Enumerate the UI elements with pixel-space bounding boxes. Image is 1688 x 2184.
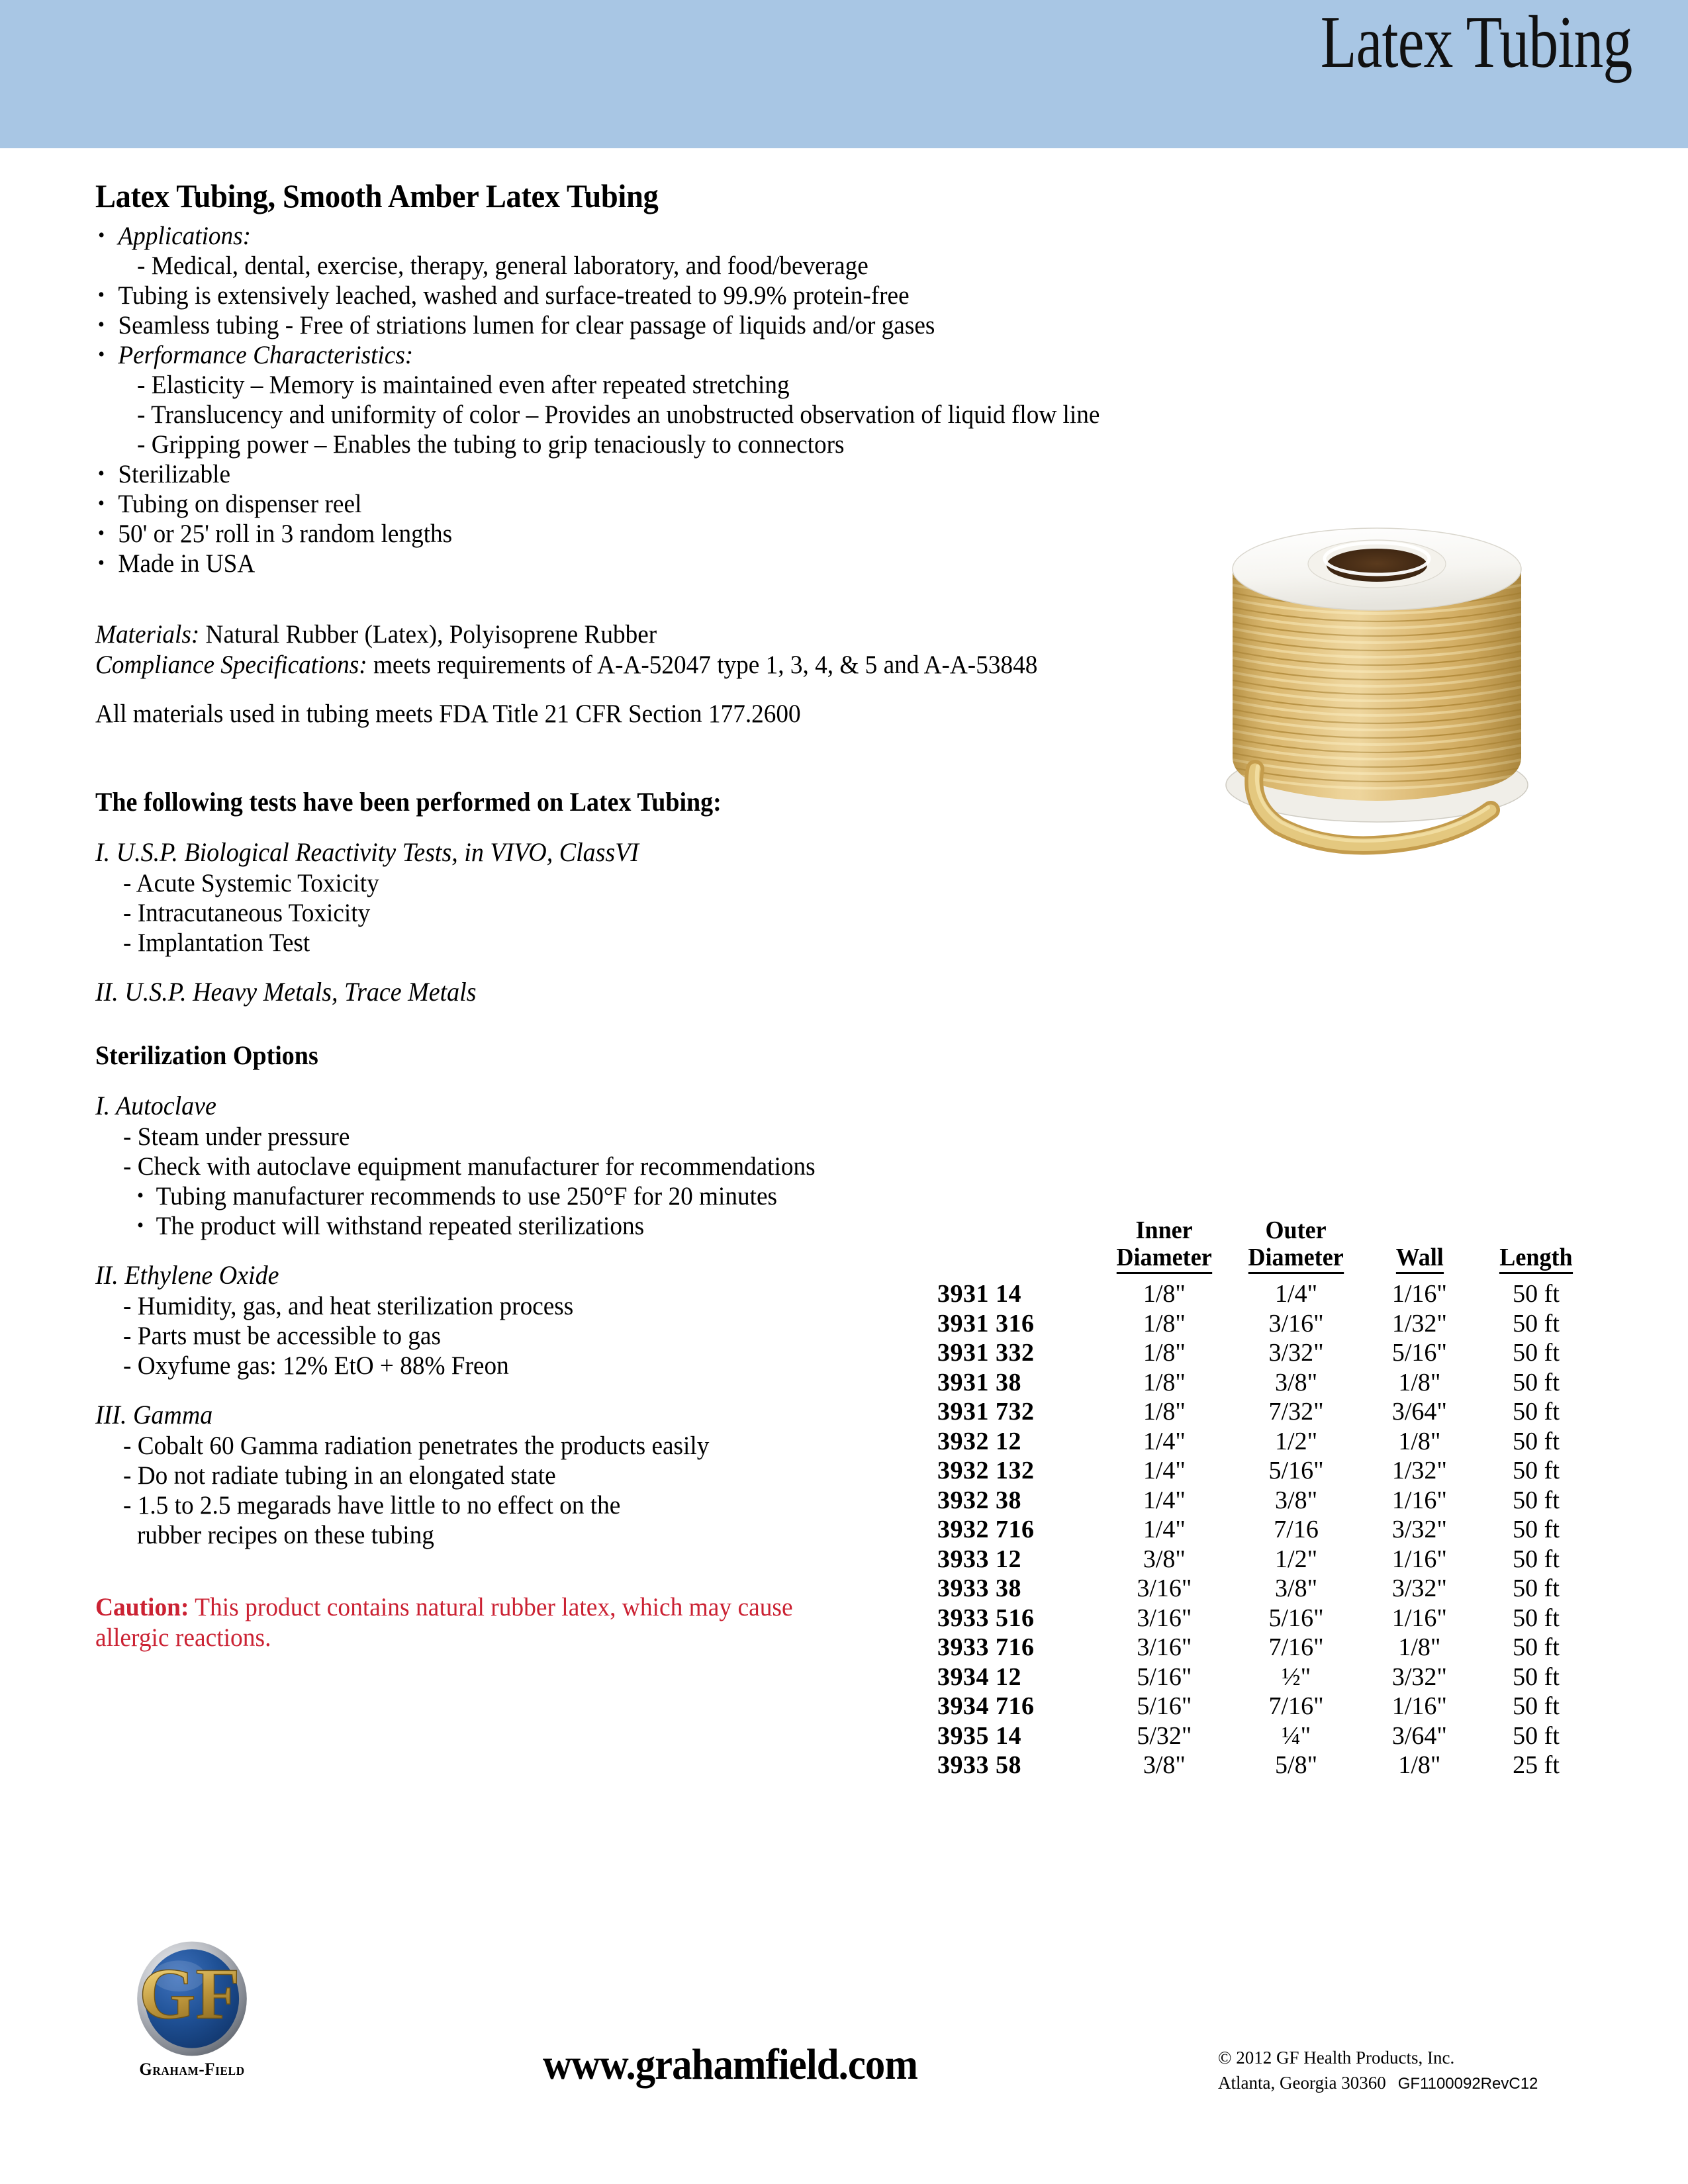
cell-sku: 3933 58 (937, 1751, 1021, 1779)
cell-outer-diameter: 3/32" (1268, 1339, 1324, 1367)
table-header-row (933, 1217, 1595, 1279)
list-item: - Do not radiate tubing in an elongated state (123, 1461, 556, 1490)
cell-wall: 3/32" (1391, 1662, 1447, 1691)
list-item: • 50' or 25' roll in 3 random lengths (95, 519, 1208, 549)
list-item: - Gripping power – Enables the tubing to grip tenaciously to connectors (137, 430, 845, 459)
cell-sku: 3931 14 (937, 1280, 1021, 1308)
sterilization-heading: Sterilization Options (95, 1040, 318, 1070)
sterilization-group-title: I. Autoclave (95, 1091, 216, 1120)
list-item: - Elasticity – Memory is maintained even after repeated stretching (137, 371, 790, 399)
compliance-value: meets requirements of A-A-52047 type 1, 3, 4, & 5 and A-A-53848 (367, 651, 1038, 679)
column-header-line2: Diameter (1117, 1244, 1212, 1274)
caution-label: Caution: (95, 1593, 189, 1621)
fda-note: All materials used in tubing meets FDA Title 21 CFR Section 177.2600 (95, 700, 801, 728)
cell-wall: 1/16" (1391, 1486, 1447, 1514)
caution-notice (95, 1592, 845, 1653)
cell-sku: 3931 332 (937, 1339, 1035, 1367)
cell-length: 50 ft (1513, 1574, 1560, 1602)
cell-outer-diameter: ¼" (1282, 1721, 1311, 1750)
page-header-title: Latex Tubing (1321, 1, 1632, 83)
cell-wall: 1/8" (1398, 1633, 1441, 1661)
cell-wall: 5/16" (1391, 1339, 1447, 1367)
list-item: • Tubing manufacturer recommends to use 250°F for 20 minutes (95, 1181, 1208, 1211)
materials-line (95, 619, 1208, 650)
cell-wall: 3/64" (1391, 1721, 1447, 1750)
table-row (933, 1751, 1595, 1780)
cell-inner-diameter: 3/16" (1137, 1633, 1192, 1661)
cell-wall: 1/32" (1391, 1457, 1447, 1484)
cell-inner-diameter: 1/4" (1143, 1457, 1186, 1484)
cell-inner-diameter: 3/16" (1137, 1604, 1192, 1632)
list-item: - Oxyfume gas: 12% EtO + 88% Freon (123, 1351, 509, 1380)
cell-length: 50 ft (1513, 1309, 1560, 1338)
cell-outer-diameter: 1/2" (1275, 1427, 1318, 1455)
cell-length: 50 ft (1513, 1280, 1560, 1308)
cell-sku: 3932 38 (937, 1486, 1021, 1514)
cell-inner-diameter: 1/8" (1143, 1339, 1186, 1367)
cell-length: 25 ft (1513, 1751, 1560, 1779)
table-row (933, 1397, 1595, 1427)
cell-length: 50 ft (1513, 1516, 1560, 1543)
cell-inner-diameter: 3/16" (1137, 1574, 1192, 1602)
table-row (933, 1486, 1595, 1516)
list-item: • The product will withstand repeated sterilizations (95, 1211, 1208, 1241)
table-row (933, 1662, 1595, 1692)
cell-length: 50 ft (1513, 1398, 1560, 1426)
gf-oval-logo-icon (132, 1939, 252, 2058)
list-item: • Seamless tubing - Free of striations lumen for clear passage of liquids and/or gases (95, 310, 1208, 340)
cell-length: 50 ft (1513, 1427, 1560, 1455)
cell-sku: 3931 38 (937, 1368, 1021, 1396)
cell-outer-diameter: 1/4" (1275, 1280, 1318, 1308)
copyright-line: © 2012 GF Health Products, Inc. (1218, 2048, 1455, 2068)
specifications-table (933, 1217, 1595, 1780)
svg-text:GF: GF (139, 1953, 240, 2034)
cell-outer-diameter: 3/8" (1275, 1486, 1318, 1514)
page-header-band (0, 0, 1688, 148)
table-row (933, 1721, 1595, 1751)
cell-sku: 3932 132 (937, 1457, 1035, 1484)
cell-sku: 3933 516 (937, 1604, 1035, 1632)
cell-inner-diameter: 5/32" (1137, 1721, 1192, 1750)
website-url[interactable]: www.grahamfield.com (543, 2040, 918, 2089)
cell-sku: 3935 14 (937, 1721, 1021, 1750)
materials-label: Materials: (95, 620, 200, 649)
list-item: - Translucency and uniformity of color – Provides an unobstructed observation of liquid flow line (137, 400, 1100, 429)
cell-wall: 1/16" (1391, 1604, 1447, 1632)
column-header-line2: Length (1499, 1244, 1572, 1274)
cell-wall: 3/32" (1391, 1516, 1447, 1543)
table-row (933, 1545, 1595, 1574)
list-item: - Medical, dental, exercise, therapy, general laboratory, and food/beverage (137, 251, 868, 280)
cell-sku: 3931 732 (937, 1398, 1035, 1426)
copyright-city: Atlanta, Georgia 30360 (1218, 2073, 1386, 2093)
column-header-length (1480, 1217, 1593, 1279)
cell-inner-diameter: 5/16" (1137, 1662, 1192, 1691)
column-header-outer-diameter (1233, 1217, 1358, 1279)
column-header-wall (1365, 1217, 1474, 1279)
table-row (933, 1368, 1595, 1398)
list-item: - Intracutaneous Toxicity (123, 899, 371, 927)
cell-sku: 3933 38 (937, 1574, 1021, 1602)
list-item: • Tubing on dispenser reel (95, 489, 1208, 519)
cell-wall: 1/16" (1391, 1692, 1447, 1720)
cell-length: 50 ft (1513, 1545, 1560, 1573)
table-row (933, 1338, 1595, 1368)
cell-wall: 3/32" (1391, 1574, 1447, 1602)
cell-sku: 3933 716 (937, 1633, 1035, 1661)
cell-outer-diameter: 5/16" (1268, 1457, 1324, 1484)
cell-length: 50 ft (1513, 1339, 1560, 1367)
cell-length: 50 ft (1513, 1721, 1560, 1750)
product-photo-latex-tubing-spool (1192, 479, 1562, 863)
cell-sku: 3932 12 (937, 1427, 1021, 1455)
list-item: - Steam under pressure (123, 1122, 350, 1151)
cell-outer-diameter: 7/16 (1274, 1516, 1319, 1543)
list-item: - Check with autoclave equipment manufacturer for recommendations (123, 1152, 816, 1181)
table-row (933, 1574, 1595, 1604)
cell-inner-diameter: 5/16" (1137, 1692, 1192, 1720)
column-header-line1: Inner (1135, 1216, 1194, 1244)
compliance-label: Compliance Specifications: (95, 651, 367, 679)
list-item: • Performance Characteristics: (95, 340, 1208, 370)
tests-heading: The following tests have been performed on Latex Tubing: (95, 787, 722, 817)
cell-sku: 3934 12 (937, 1662, 1021, 1691)
cell-outer-diameter: ½" (1282, 1662, 1311, 1691)
cell-wall: 1/8" (1398, 1368, 1441, 1396)
cell-sku: 3931 316 (937, 1309, 1035, 1338)
copyright-block (1218, 2045, 1538, 2097)
cell-outer-diameter: 7/32" (1268, 1398, 1324, 1426)
graham-field-logo (119, 1939, 265, 2079)
cell-outer-diameter: 3/8" (1275, 1574, 1318, 1602)
cell-length: 50 ft (1513, 1662, 1560, 1691)
list-item: - Parts must be accessible to gas (123, 1322, 441, 1350)
list-item: • Sterilizable (95, 459, 1208, 489)
list-item: - Cobalt 60 Gamma radiation penetrates the products easily (123, 1432, 710, 1460)
cell-inner-diameter: 1/4" (1143, 1427, 1186, 1455)
cell-outer-diameter: 7/16" (1268, 1692, 1324, 1720)
compliance-line (95, 650, 1208, 680)
column-header-inner-diameter (1102, 1217, 1227, 1279)
cell-outer-diameter: 1/2" (1275, 1545, 1318, 1573)
table-body (933, 1279, 1595, 1780)
list-item: - Humidity, gas, and heat sterilization process (123, 1292, 574, 1320)
table-row (933, 1456, 1595, 1486)
cell-outer-diameter: 5/8" (1275, 1751, 1318, 1779)
product-feature-list (95, 221, 1260, 578)
cell-wall: 1/32" (1391, 1309, 1447, 1338)
list-item: - Acute Systemic Toxicity (123, 869, 379, 897)
cell-outer-diameter: 3/16" (1268, 1309, 1324, 1338)
column-header-sku (937, 1217, 1094, 1279)
cell-wall: 1/8" (1398, 1427, 1441, 1455)
list-item: • Tubing is extensively leached, washed and surface-treated to 99.9% protein-free (95, 281, 1208, 310)
page-footer (0, 1780, 1688, 2093)
cell-inner-diameter: 1/4" (1143, 1486, 1186, 1514)
cell-wall: 3/64" (1391, 1398, 1447, 1426)
document-code: GF1100092RevC12 (1397, 2075, 1538, 2093)
copyright-address-line (1218, 2070, 1538, 2097)
cell-sku: 3933 12 (937, 1545, 1021, 1573)
sterilization-group-title: II. Ethylene Oxide (95, 1260, 279, 1290)
table-row (933, 1309, 1595, 1339)
table-row (933, 1427, 1595, 1457)
cell-length: 50 ft (1513, 1692, 1560, 1720)
sterilization-group-title: III. Gamma (95, 1400, 213, 1430)
list-item: • Applications: (95, 221, 1208, 251)
product-title: Latex Tubing, Smooth Amber Latex Tubing (95, 177, 659, 214)
list-item: - Implantation Test (123, 929, 310, 957)
list-item: • Made in USA (95, 549, 1208, 578)
tests-section-1-title: I. U.S.P. Biological Reactivity Tests, in VIVO, ClassVI (95, 837, 639, 867)
column-header-line2: Diameter (1248, 1244, 1344, 1274)
tests-section-2-title: II. U.S.P. Heavy Metals, Trace Metals (95, 977, 477, 1007)
column-header-line1: Outer (1265, 1216, 1327, 1244)
cell-length: 50 ft (1513, 1633, 1560, 1661)
cell-outer-diameter: 5/16" (1268, 1604, 1324, 1632)
table-row (933, 1515, 1595, 1545)
cell-wall: 1/16" (1391, 1280, 1447, 1308)
caution-text: This product contains natural rubber latex, which may cause allergic reactions. (95, 1593, 793, 1652)
cell-length: 50 ft (1513, 1486, 1560, 1514)
column-header-line2: Wall (1395, 1244, 1443, 1274)
cell-inner-diameter: 1/4" (1143, 1516, 1186, 1543)
cell-outer-diameter: 7/16" (1268, 1633, 1324, 1661)
list-item: rubber recipes on these tubing (137, 1521, 434, 1549)
table-row (933, 1604, 1595, 1633)
cell-inner-diameter: 1/8" (1143, 1398, 1186, 1426)
graham-field-wordmark: Graham-Field (139, 2060, 245, 2079)
cell-outer-diameter: 3/8" (1275, 1368, 1318, 1396)
cell-inner-diameter: 3/8" (1143, 1751, 1186, 1779)
cell-wall: 1/16" (1391, 1545, 1447, 1573)
cell-inner-diameter: 1/8" (1143, 1280, 1186, 1308)
cell-length: 50 ft (1513, 1368, 1560, 1396)
table-row (933, 1279, 1595, 1309)
list-item: - 1.5 to 2.5 megarads have little to no effect on the (123, 1491, 621, 1520)
table-row (933, 1633, 1595, 1662)
cell-inner-diameter: 1/8" (1143, 1309, 1186, 1338)
cell-length: 50 ft (1513, 1604, 1560, 1632)
cell-wall: 1/8" (1398, 1751, 1441, 1779)
cell-length: 50 ft (1513, 1457, 1560, 1484)
cell-sku: 3934 716 (937, 1692, 1035, 1720)
table-row (933, 1692, 1595, 1721)
cell-inner-diameter: 3/8" (1143, 1545, 1186, 1573)
cell-inner-diameter: 1/8" (1143, 1368, 1186, 1396)
materials-value: Natural Rubber (Latex), Polyisoprene Rubber (199, 620, 657, 649)
cell-sku: 3932 716 (937, 1516, 1035, 1543)
